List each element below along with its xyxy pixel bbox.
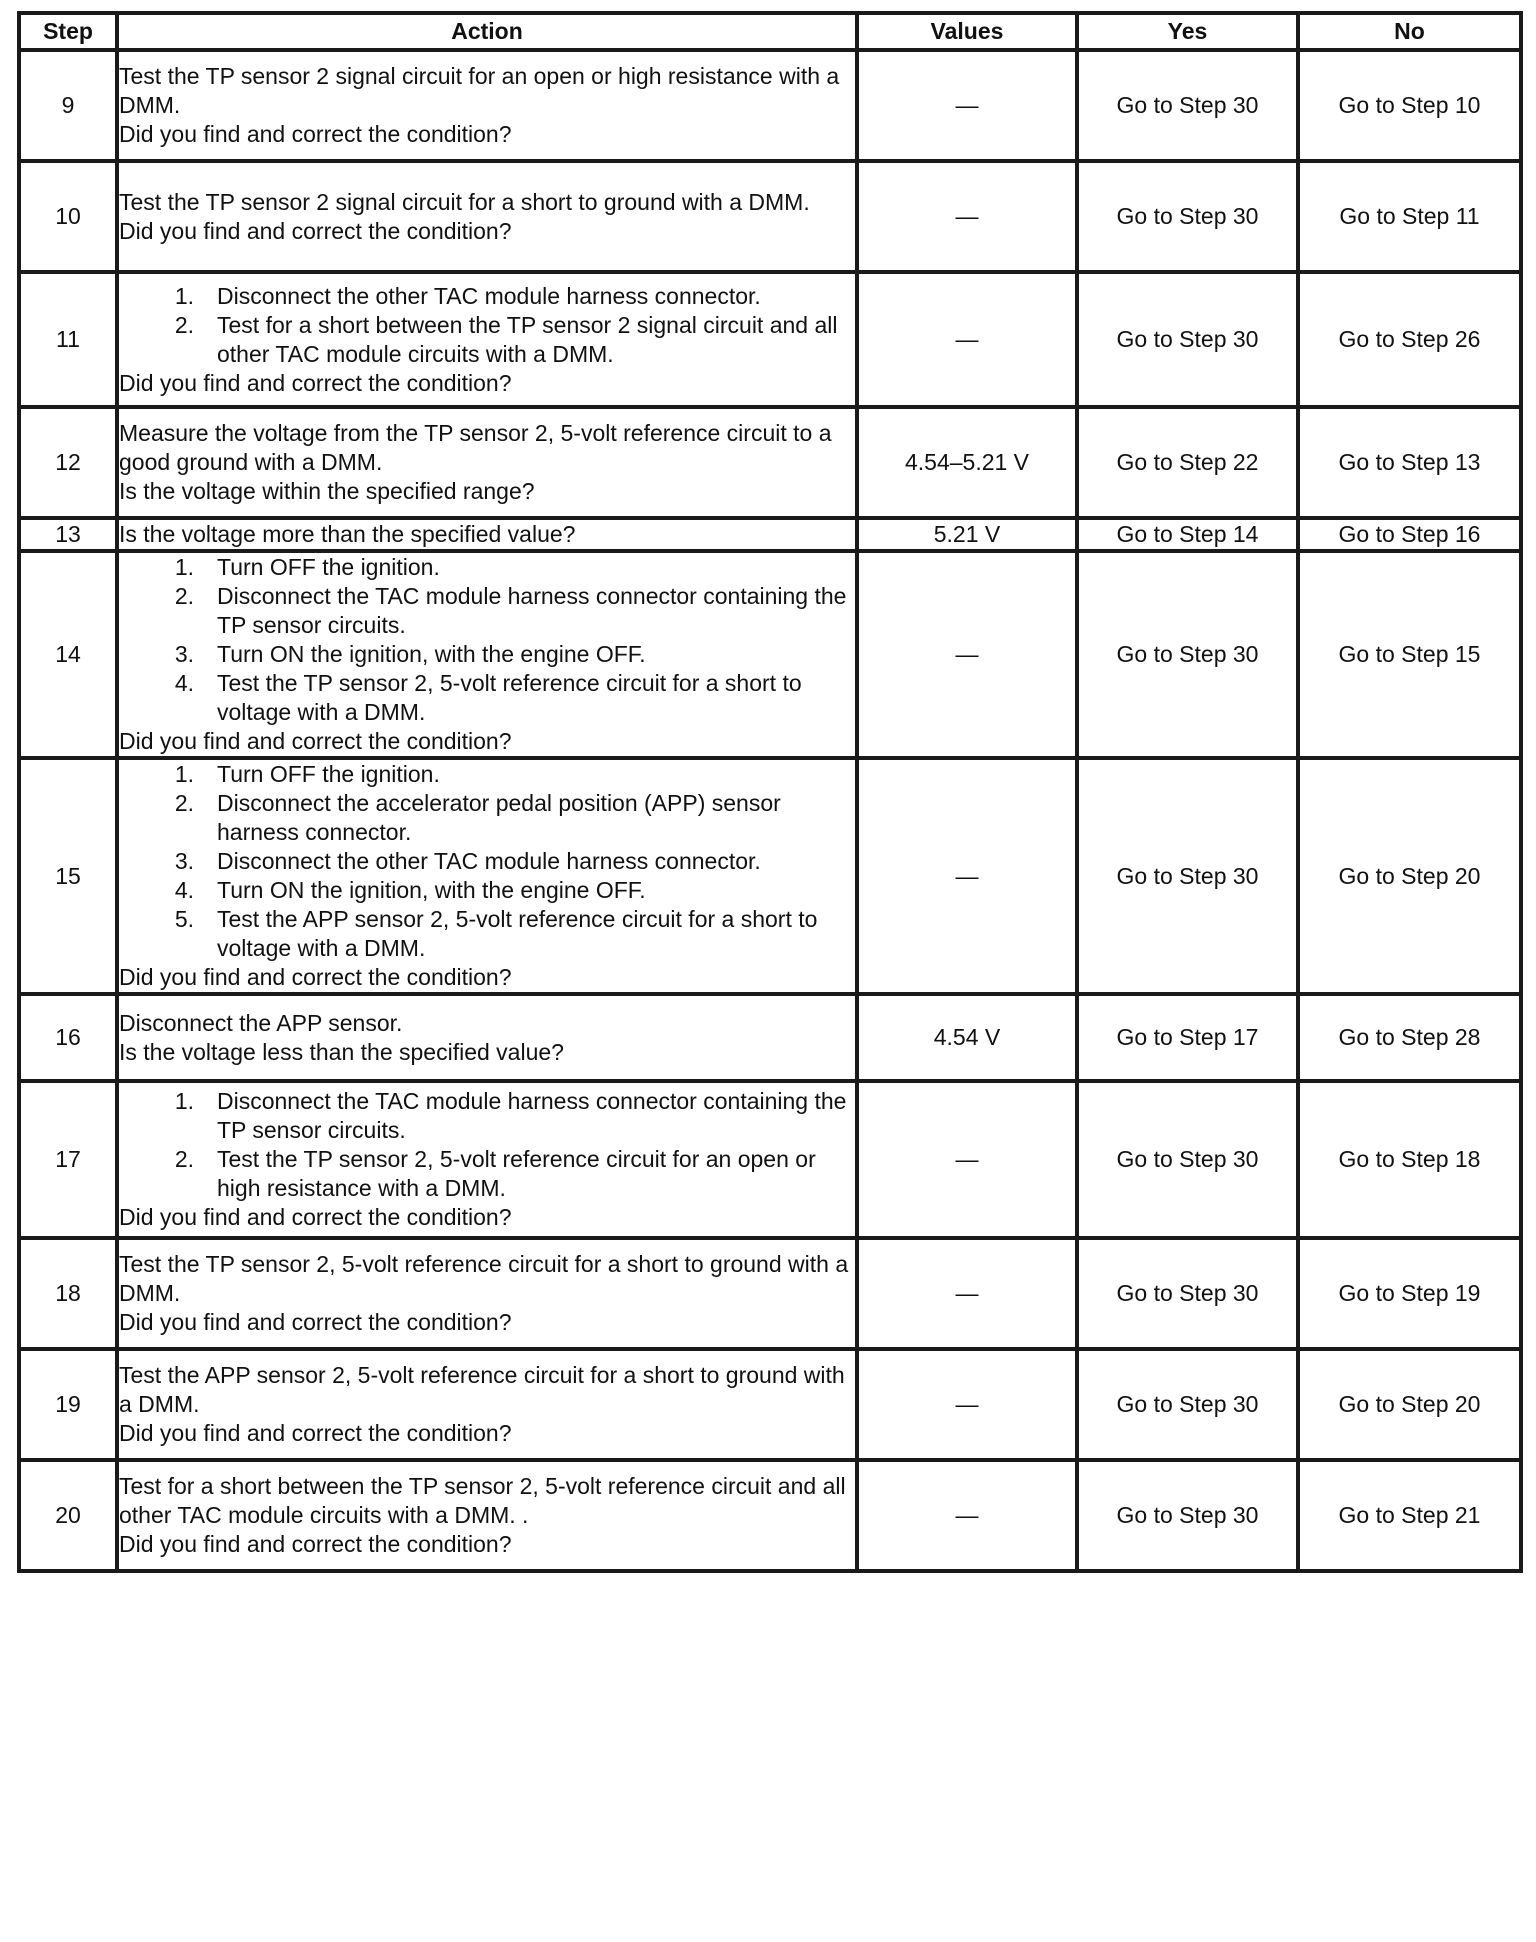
- action-cell: [117, 1349, 857, 1460]
- action-question: Did you find and correct the condition?: [119, 121, 512, 147]
- table-row: [19, 551, 1521, 758]
- action-cell: [117, 551, 857, 758]
- action-step-item: [119, 876, 855, 905]
- step-number: 17: [19, 1081, 117, 1238]
- action-step-number: 3.: [174, 641, 194, 667]
- yes-go-to-step: Go to Step 22: [1077, 407, 1298, 518]
- action-step-text: Turn OFF the ignition.: [217, 761, 440, 787]
- action-cell: [117, 50, 857, 161]
- value-cell: —: [857, 1081, 1077, 1238]
- action-step-list: [119, 282, 855, 369]
- action-cell: [117, 1238, 857, 1349]
- action-instructions: [119, 1250, 855, 1308]
- action-step-text: Test the APP sensor 2, 5-volt reference circuit for a short to voltage with a DMM.: [217, 906, 818, 961]
- yes-go-to-step: Go to Step 30: [1077, 1460, 1298, 1571]
- no-go-to-step: Go to Step 19: [1298, 1238, 1521, 1349]
- action-step-number: 4.: [174, 670, 194, 696]
- values-column-header: Values: [857, 13, 1077, 50]
- step-number: 10: [19, 161, 117, 272]
- action-instructions: [119, 1009, 855, 1038]
- action-instructions: [119, 1361, 855, 1419]
- action-step-list: [119, 760, 855, 963]
- action-instructions: [119, 553, 855, 727]
- action-cell: [117, 272, 857, 407]
- yes-go-to-step: Go to Step 17: [1077, 994, 1298, 1081]
- action-content: [119, 188, 855, 246]
- action-step-item: [119, 847, 855, 876]
- action-question: Did you find and correct the condition?: [119, 1309, 512, 1335]
- action-intro: Test for a short between the TP sensor 2, 5-volt reference circuit and all other TAC module circuits with a DMM. .: [119, 1473, 846, 1528]
- action-step-list: [119, 553, 855, 727]
- action-step-item: [119, 789, 855, 847]
- action-step-item: [119, 760, 855, 789]
- yes-go-to-step: Go to Step 30: [1077, 551, 1298, 758]
- action-cell: [117, 758, 857, 994]
- action-step-number: 2.: [174, 790, 194, 816]
- action-question: Did you find and correct the condition?: [119, 369, 512, 396]
- table-row: [19, 758, 1521, 994]
- action-step-number: 1.: [174, 1088, 194, 1114]
- yes-column-header: Yes: [1077, 13, 1298, 50]
- action-instructions: [119, 188, 855, 217]
- action-step-item: [119, 282, 855, 311]
- table-row: [19, 272, 1521, 407]
- value-cell: —: [857, 1238, 1077, 1349]
- action-instructions: [119, 282, 855, 369]
- yes-go-to-step: Go to Step 30: [1077, 758, 1298, 994]
- action-content: [119, 1472, 855, 1559]
- action-step-text: Disconnect the TAC module harness connector containing the TP sensor circuits.: [217, 583, 847, 638]
- action-step-text: Disconnect the other TAC module harness connector.: [217, 282, 761, 309]
- table-row: [19, 1349, 1521, 1460]
- action-content: [119, 62, 855, 149]
- table-row: [19, 50, 1521, 161]
- step-number: 14: [19, 551, 117, 758]
- action-instructions: [119, 419, 855, 477]
- value-cell: —: [857, 551, 1077, 758]
- action-intro: Measure the voltage from the TP sensor 2, 5-volt reference circuit to a good ground with a DMM.: [119, 420, 832, 475]
- action-step-item: [119, 640, 855, 669]
- action-step-text: Test for a short between the TP sensor 2 signal circuit and all other TAC module circuits with a DMM.: [217, 311, 838, 367]
- action-question: Is the voltage less than the specified value?: [119, 1038, 564, 1065]
- action-instructions: [119, 1087, 855, 1203]
- step-number: 19: [19, 1349, 117, 1460]
- action-cell: [117, 518, 857, 551]
- action-question: Is the voltage more than the specified value?: [119, 521, 576, 547]
- action-intro: Test the TP sensor 2 signal circuit for a short to ground with a DMM.: [119, 188, 810, 215]
- action-content: [119, 1250, 855, 1337]
- action-step-list: [119, 1087, 855, 1203]
- action-content: [119, 1087, 855, 1232]
- action-instructions: [119, 62, 855, 120]
- action-intro: Test the TP sensor 2 signal circuit for an open or high resistance with a DMM.: [119, 63, 840, 118]
- value-cell: 5.21 V: [857, 518, 1077, 551]
- action-step-item: [119, 1087, 855, 1145]
- step-number: 20: [19, 1460, 117, 1571]
- action-question: Did you find and correct the condition?: [119, 1204, 512, 1230]
- action-step-number: 1.: [174, 282, 194, 309]
- value-cell: —: [857, 1349, 1077, 1460]
- action-step-item: [119, 1145, 855, 1203]
- step-number: 13: [19, 518, 117, 551]
- table-row: [19, 161, 1521, 272]
- action-step-text: Turn OFF the ignition.: [217, 554, 440, 580]
- action-content: [119, 760, 855, 992]
- action-step-text: Disconnect the accelerator pedal position (APP) sensor harness connector.: [217, 790, 781, 845]
- action-step-number: 1.: [174, 761, 194, 787]
- table-row: [19, 1238, 1521, 1349]
- table-row: [19, 518, 1521, 551]
- action-content: [119, 282, 855, 398]
- no-go-to-step: Go to Step 28: [1298, 994, 1521, 1081]
- no-column-header: No: [1298, 13, 1521, 50]
- action-content: [119, 1009, 855, 1067]
- table-row: [19, 407, 1521, 518]
- no-go-to-step: Go to Step 11: [1298, 161, 1521, 272]
- action-question: Did you find and correct the condition?: [119, 217, 512, 244]
- action-question: Is the voltage within the specified range?: [119, 478, 535, 504]
- action-cell: [117, 407, 857, 518]
- action-step-number: 2.: [174, 311, 194, 338]
- no-go-to-step: Go to Step 26: [1298, 272, 1521, 407]
- table-row: [19, 1460, 1521, 1571]
- action-step-item: [119, 905, 855, 963]
- diagnostic-steps-table: [17, 11, 1523, 1573]
- action-cell: [117, 994, 857, 1081]
- action-question: Did you find and correct the condition?: [119, 1420, 512, 1446]
- action-column-header: Action: [117, 13, 857, 50]
- action-step-item: [119, 669, 855, 727]
- action-question: Did you find and correct the condition?: [119, 728, 512, 754]
- value-cell: —: [857, 1460, 1077, 1571]
- action-step-number: 1.: [174, 554, 194, 580]
- no-go-to-step: Go to Step 15: [1298, 551, 1521, 758]
- step-number: 18: [19, 1238, 117, 1349]
- yes-go-to-step: Go to Step 30: [1077, 1238, 1298, 1349]
- action-content: [119, 419, 855, 506]
- action-cell: [117, 161, 857, 272]
- action-content: [119, 520, 855, 549]
- action-step-text: Turn ON the ignition, with the engine OFF.: [217, 877, 646, 903]
- action-step-number: 3.: [174, 848, 194, 874]
- value-cell: 4.54–5.21 V: [857, 407, 1077, 518]
- value-cell: 4.54 V: [857, 994, 1077, 1081]
- no-go-to-step: Go to Step 16: [1298, 518, 1521, 551]
- step-number: 12: [19, 407, 117, 518]
- action-intro: Test the APP sensor 2, 5-volt reference circuit for a short to ground with a DMM.: [119, 1362, 845, 1417]
- action-step-number: 4.: [174, 877, 194, 903]
- action-step-text: Disconnect the other TAC module harness connector.: [217, 848, 761, 874]
- action-question: Did you find and correct the condition?: [119, 964, 512, 990]
- no-go-to-step: Go to Step 13: [1298, 407, 1521, 518]
- step-column-header: Step: [19, 13, 117, 50]
- yes-go-to-step: Go to Step 30: [1077, 272, 1298, 407]
- action-intro: Test the TP sensor 2, 5-volt reference circuit for a short to ground with a DMM.: [119, 1251, 849, 1306]
- action-step-item: [119, 582, 855, 640]
- no-go-to-step: Go to Step 18: [1298, 1081, 1521, 1238]
- action-step-text: Test the TP sensor 2, 5-volt reference circuit for a short to voltage with a DMM.: [217, 670, 802, 725]
- action-step-text: Test the TP sensor 2, 5-volt reference circuit for an open or high resistance with a DMM.: [217, 1146, 816, 1201]
- yes-go-to-step: Go to Step 30: [1077, 1081, 1298, 1238]
- action-step-number: 2.: [174, 1146, 194, 1172]
- action-question: Did you find and correct the condition?: [119, 1531, 512, 1557]
- no-go-to-step: Go to Step 20: [1298, 758, 1521, 994]
- action-instructions: [119, 760, 855, 963]
- action-cell: [117, 1081, 857, 1238]
- table-body: [19, 50, 1521, 1571]
- yes-go-to-step: Go to Step 14: [1077, 518, 1298, 551]
- value-cell: —: [857, 161, 1077, 272]
- action-step-text: Disconnect the TAC module harness connector containing the TP sensor circuits.: [217, 1088, 847, 1143]
- step-number: 11: [19, 272, 117, 407]
- diagnostic-table-page: [17, 11, 1519, 1573]
- step-number: 9: [19, 50, 117, 161]
- no-go-to-step: Go to Step 21: [1298, 1460, 1521, 1571]
- action-instructions: [119, 1472, 855, 1530]
- action-content: [119, 553, 855, 756]
- action-step-number: 2.: [174, 583, 194, 609]
- value-cell: —: [857, 50, 1077, 161]
- table-row: [19, 994, 1521, 1081]
- value-cell: —: [857, 758, 1077, 994]
- yes-go-to-step: Go to Step 30: [1077, 1349, 1298, 1460]
- action-cell: [117, 1460, 857, 1571]
- table-row: [19, 1081, 1521, 1238]
- action-intro: Disconnect the APP sensor.: [119, 1009, 403, 1036]
- action-step-text: Turn ON the ignition, with the engine OFF.: [217, 641, 646, 667]
- table-header-row: [19, 13, 1521, 50]
- step-number: 15: [19, 758, 117, 994]
- yes-go-to-step: Go to Step 30: [1077, 50, 1298, 161]
- action-step-item: [119, 553, 855, 582]
- value-cell: —: [857, 272, 1077, 407]
- no-go-to-step: Go to Step 20: [1298, 1349, 1521, 1460]
- action-step-number: 5.: [174, 906, 194, 932]
- no-go-to-step: Go to Step 10: [1298, 50, 1521, 161]
- action-step-item: [119, 311, 855, 369]
- action-content: [119, 1361, 855, 1448]
- yes-go-to-step: Go to Step 30: [1077, 161, 1298, 272]
- step-number: 16: [19, 994, 117, 1081]
